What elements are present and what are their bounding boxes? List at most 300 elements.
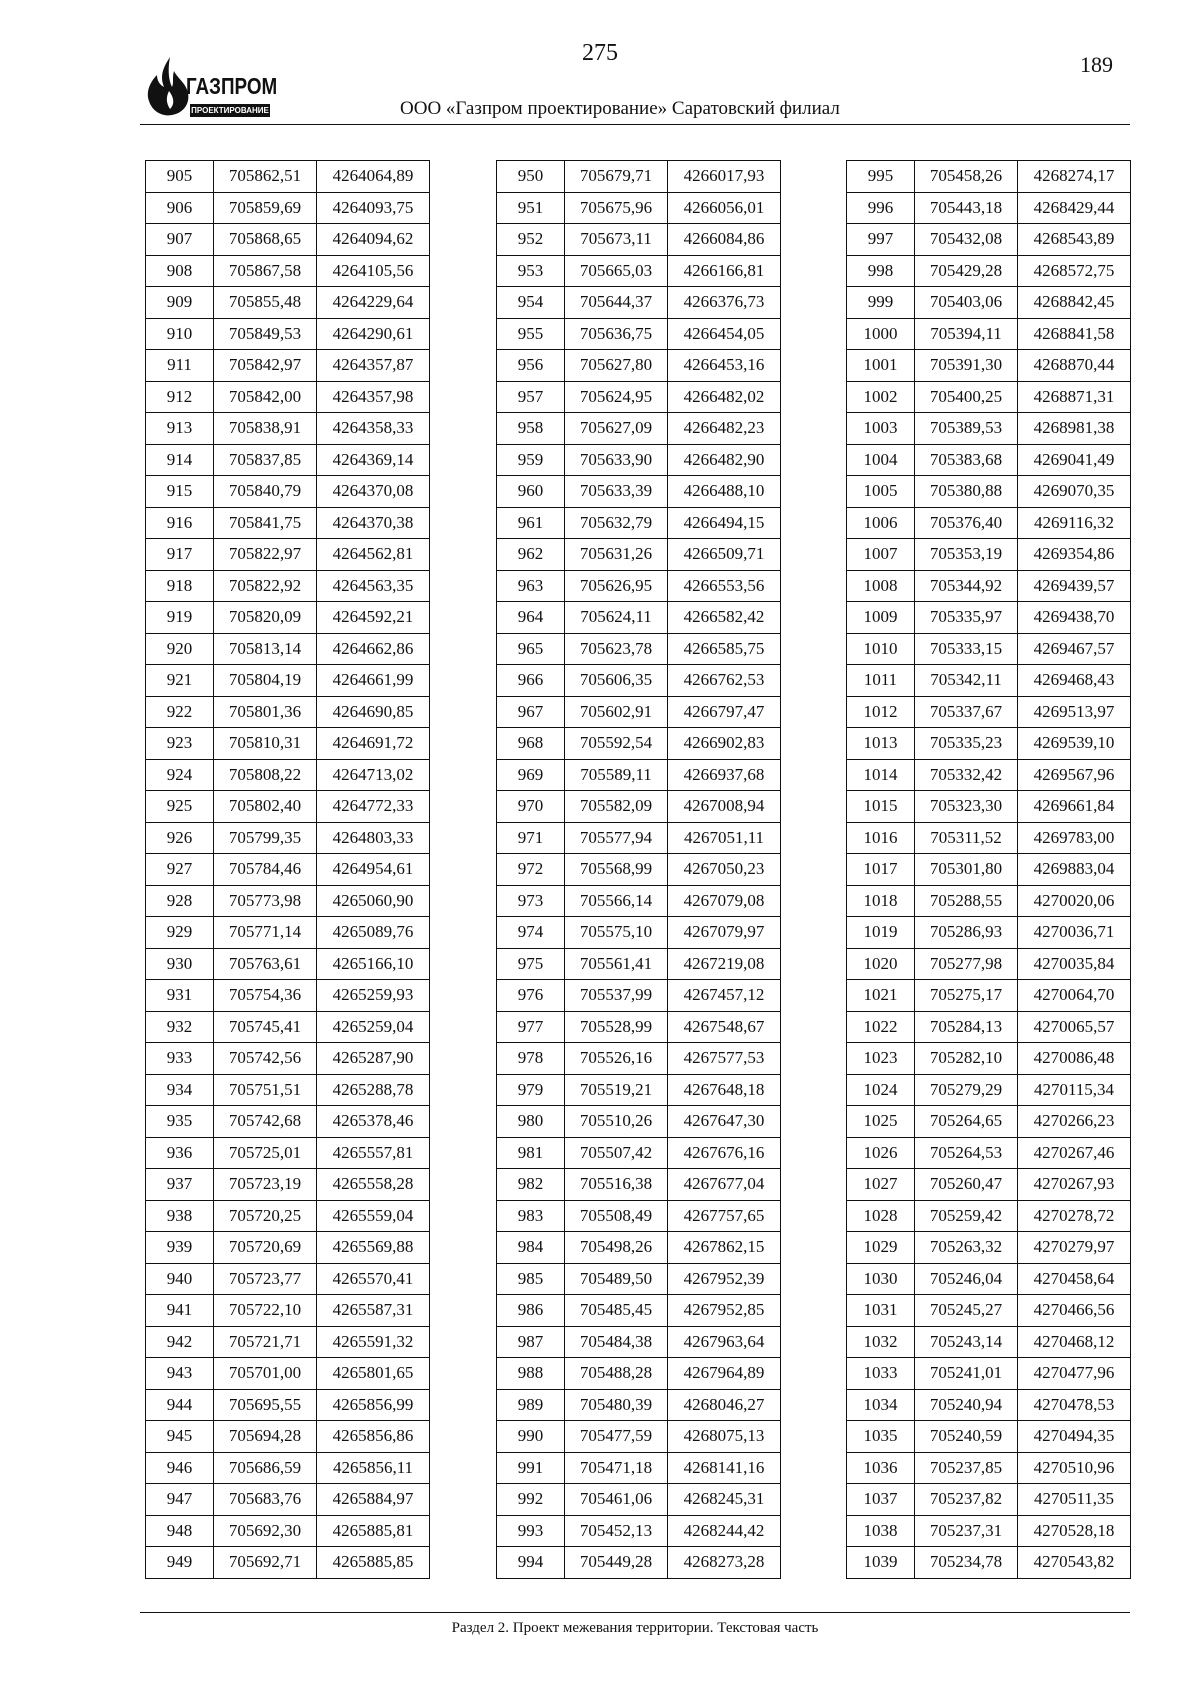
y-coordinate-cell: 4268244,42 [668, 1515, 781, 1547]
x-coordinate-cell: 705722,10 [214, 1295, 317, 1327]
y-coordinate-cell: 4264357,87 [317, 350, 430, 382]
coordinates-table-3 [846, 160, 1131, 1579]
y-coordinate-cell: 4264358,33 [317, 413, 430, 445]
x-coordinate-cell: 705237,85 [915, 1452, 1018, 1484]
point-number-cell: 964 [497, 602, 565, 634]
point-number-cell: 926 [146, 822, 214, 854]
x-coordinate-cell: 705237,82 [915, 1484, 1018, 1516]
x-coordinate-cell: 705742,68 [214, 1106, 317, 1138]
y-coordinate-cell: 4265287,90 [317, 1043, 430, 1075]
point-number-cell: 991 [497, 1452, 565, 1484]
point-number-cell: 963 [497, 570, 565, 602]
point-number-cell: 988 [497, 1358, 565, 1390]
point-number-cell: 947 [146, 1484, 214, 1516]
y-coordinate-cell: 4268141,16 [668, 1452, 781, 1484]
table-row [847, 1169, 1131, 1201]
table-row [497, 1326, 781, 1358]
point-number-cell: 1025 [847, 1106, 915, 1138]
table-row [497, 791, 781, 823]
x-coordinate-cell: 705813,14 [214, 633, 317, 665]
point-number-cell: 975 [497, 948, 565, 980]
y-coordinate-cell: 4266453,16 [668, 350, 781, 382]
table-row [847, 759, 1131, 791]
x-coordinate-cell: 705380,88 [915, 476, 1018, 508]
point-number-cell: 1005 [847, 476, 915, 508]
page-number-right: 189 [1080, 52, 1113, 77]
point-number-cell: 1023 [847, 1043, 915, 1075]
x-coordinate-cell: 705627,80 [565, 350, 668, 382]
x-coordinate-cell: 705286,93 [915, 917, 1018, 949]
x-coordinate-cell: 705264,53 [915, 1137, 1018, 1169]
point-number-cell: 996 [847, 192, 915, 224]
x-coordinate-cell: 705568,99 [565, 854, 668, 886]
y-coordinate-cell: 4264105,56 [317, 255, 430, 287]
x-coordinate-cell: 705566,14 [565, 885, 668, 917]
y-coordinate-cell: 4270468,12 [1018, 1326, 1131, 1358]
point-number-cell: 960 [497, 476, 565, 508]
point-number-cell: 1004 [847, 444, 915, 476]
table-row [146, 1295, 430, 1327]
x-coordinate-cell: 705868,65 [214, 224, 317, 256]
x-coordinate-cell: 705279,29 [915, 1074, 1018, 1106]
y-coordinate-cell: 4269883,04 [1018, 854, 1131, 886]
point-number-cell: 970 [497, 791, 565, 823]
x-coordinate-cell: 705862,51 [214, 161, 317, 193]
point-number-cell: 1027 [847, 1169, 915, 1201]
table-row [497, 1106, 781, 1138]
point-number-cell: 942 [146, 1326, 214, 1358]
table-row [847, 633, 1131, 665]
x-coordinate-cell: 705508,49 [565, 1200, 668, 1232]
y-coordinate-cell: 4266509,71 [668, 539, 781, 571]
x-coordinate-cell: 705489,50 [565, 1263, 668, 1295]
table-row [146, 696, 430, 728]
point-number-cell: 928 [146, 885, 214, 917]
x-coordinate-cell: 705694,28 [214, 1421, 317, 1453]
x-coordinate-cell: 705394,11 [915, 318, 1018, 350]
table-row [146, 1326, 430, 1358]
point-number-cell: 913 [146, 413, 214, 445]
point-number-cell: 921 [146, 665, 214, 697]
x-coordinate-cell: 705516,38 [565, 1169, 668, 1201]
y-coordinate-cell: 4265884,97 [317, 1484, 430, 1516]
table-row [146, 1547, 430, 1579]
table-row [847, 1295, 1131, 1327]
x-coordinate-cell: 705808,22 [214, 759, 317, 791]
y-coordinate-cell: 4264690,85 [317, 696, 430, 728]
point-number-cell: 972 [497, 854, 565, 886]
y-coordinate-cell: 4265885,81 [317, 1515, 430, 1547]
x-coordinate-cell: 705275,17 [915, 980, 1018, 1012]
table-row [847, 1137, 1131, 1169]
table-row [146, 1169, 430, 1201]
y-coordinate-cell: 4270528,18 [1018, 1515, 1131, 1547]
x-coordinate-cell: 705519,21 [565, 1074, 668, 1106]
x-coordinate-cell: 705723,19 [214, 1169, 317, 1201]
table-row [847, 602, 1131, 634]
y-coordinate-cell: 4270494,35 [1018, 1421, 1131, 1453]
table-row [497, 602, 781, 634]
x-coordinate-cell: 705751,51 [214, 1074, 317, 1106]
point-number-cell: 1031 [847, 1295, 915, 1327]
table-row [497, 759, 781, 791]
table-row [847, 1452, 1131, 1484]
point-number-cell: 986 [497, 1295, 565, 1327]
point-number-cell: 997 [847, 224, 915, 256]
y-coordinate-cell: 4264229,64 [317, 287, 430, 319]
y-coordinate-cell: 4270510,96 [1018, 1452, 1131, 1484]
y-coordinate-cell: 4270065,57 [1018, 1011, 1131, 1043]
y-coordinate-cell: 4267457,12 [668, 980, 781, 1012]
x-coordinate-cell: 705311,52 [915, 822, 1018, 854]
point-number-cell: 1015 [847, 791, 915, 823]
x-coordinate-cell: 705458,26 [915, 161, 1018, 193]
y-coordinate-cell: 4264562,81 [317, 539, 430, 571]
x-coordinate-cell: 705602,91 [565, 696, 668, 728]
y-coordinate-cell: 4265060,90 [317, 885, 430, 917]
table-row [847, 1547, 1131, 1579]
y-coordinate-cell: 4267548,67 [668, 1011, 781, 1043]
y-coordinate-cell: 4264691,72 [317, 728, 430, 760]
y-coordinate-cell: 4268543,89 [1018, 224, 1131, 256]
x-coordinate-cell: 705644,37 [565, 287, 668, 319]
y-coordinate-cell: 4268842,45 [1018, 287, 1131, 319]
point-number-cell: 1018 [847, 885, 915, 917]
point-number-cell: 998 [847, 255, 915, 287]
x-coordinate-cell: 705282,10 [915, 1043, 1018, 1075]
footer-rule [140, 1612, 1130, 1613]
x-coordinate-cell: 705804,19 [214, 665, 317, 697]
point-number-cell: 995 [847, 161, 915, 193]
table-row [497, 854, 781, 886]
table-row [847, 444, 1131, 476]
x-coordinate-cell: 705245,27 [915, 1295, 1018, 1327]
point-number-cell: 918 [146, 570, 214, 602]
x-coordinate-cell: 705632,79 [565, 507, 668, 539]
y-coordinate-cell: 4269661,84 [1018, 791, 1131, 823]
x-coordinate-cell: 705277,98 [915, 948, 1018, 980]
y-coordinate-cell: 4268870,44 [1018, 350, 1131, 382]
x-coordinate-cell: 705763,61 [214, 948, 317, 980]
point-number-cell: 973 [497, 885, 565, 917]
y-coordinate-cell: 4267677,04 [668, 1169, 781, 1201]
x-coordinate-cell: 705686,59 [214, 1452, 317, 1484]
point-number-cell: 914 [146, 444, 214, 476]
y-coordinate-cell: 4267219,08 [668, 948, 781, 980]
point-number-cell: 943 [146, 1358, 214, 1390]
table-row [847, 1358, 1131, 1390]
x-coordinate-cell: 705484,38 [565, 1326, 668, 1358]
table-row [847, 255, 1131, 287]
point-number-cell: 1013 [847, 728, 915, 760]
x-coordinate-cell: 705507,42 [565, 1137, 668, 1169]
point-number-cell: 1003 [847, 413, 915, 445]
table-row [847, 318, 1131, 350]
x-coordinate-cell: 705301,80 [915, 854, 1018, 886]
table-row [497, 1389, 781, 1421]
table-row [847, 539, 1131, 571]
x-coordinate-cell: 705429,28 [915, 255, 1018, 287]
page-number-top: 275 [582, 40, 618, 66]
x-coordinate-cell: 705589,11 [565, 759, 668, 791]
point-number-cell: 912 [146, 381, 214, 413]
x-coordinate-cell: 705633,90 [565, 444, 668, 476]
x-coordinate-cell: 705626,95 [565, 570, 668, 602]
y-coordinate-cell: 4269467,57 [1018, 633, 1131, 665]
y-coordinate-cell: 4265259,04 [317, 1011, 430, 1043]
x-coordinate-cell: 705695,55 [214, 1389, 317, 1421]
point-number-cell: 958 [497, 413, 565, 445]
y-coordinate-cell: 4267079,08 [668, 885, 781, 917]
point-number-cell: 1021 [847, 980, 915, 1012]
y-coordinate-cell: 4266553,56 [668, 570, 781, 602]
point-number-cell: 961 [497, 507, 565, 539]
point-number-cell: 979 [497, 1074, 565, 1106]
x-coordinate-cell: 705471,18 [565, 1452, 668, 1484]
x-coordinate-cell: 705675,96 [565, 192, 668, 224]
table-row [497, 1295, 781, 1327]
y-coordinate-cell: 4265378,46 [317, 1106, 430, 1138]
x-coordinate-cell: 705400,25 [915, 381, 1018, 413]
point-number-cell: 950 [497, 161, 565, 193]
y-coordinate-cell: 4270115,34 [1018, 1074, 1131, 1106]
y-coordinate-cell: 4270086,48 [1018, 1043, 1131, 1075]
y-coordinate-cell: 4268046,27 [668, 1389, 781, 1421]
table-row [497, 948, 781, 980]
point-number-cell: 955 [497, 318, 565, 350]
point-number-cell: 954 [497, 287, 565, 319]
x-coordinate-cell: 705841,75 [214, 507, 317, 539]
table-row [146, 350, 430, 382]
table-row [497, 1232, 781, 1264]
x-coordinate-cell: 705742,56 [214, 1043, 317, 1075]
x-coordinate-cell: 705288,55 [915, 885, 1018, 917]
x-coordinate-cell: 705683,76 [214, 1484, 317, 1516]
y-coordinate-cell: 4270279,97 [1018, 1232, 1131, 1264]
y-coordinate-cell: 4267648,18 [668, 1074, 781, 1106]
table-row [146, 255, 430, 287]
point-number-cell: 1032 [847, 1326, 915, 1358]
x-coordinate-cell: 705633,39 [565, 476, 668, 508]
table-row [146, 728, 430, 760]
point-number-cell: 932 [146, 1011, 214, 1043]
x-coordinate-cell: 705389,53 [915, 413, 1018, 445]
table-row [146, 854, 430, 886]
table-row [847, 791, 1131, 823]
point-number-cell: 930 [146, 948, 214, 980]
x-coordinate-cell: 705624,11 [565, 602, 668, 634]
y-coordinate-cell: 4264064,89 [317, 161, 430, 193]
table-row [146, 318, 430, 350]
table-row [146, 1137, 430, 1169]
y-coordinate-cell: 4269468,43 [1018, 665, 1131, 697]
x-coordinate-cell: 705771,14 [214, 917, 317, 949]
point-number-cell: 966 [497, 665, 565, 697]
point-number-cell: 989 [497, 1389, 565, 1421]
point-number-cell: 907 [146, 224, 214, 256]
table-row [847, 1515, 1131, 1547]
x-coordinate-cell: 705323,30 [915, 791, 1018, 823]
point-number-cell: 953 [497, 255, 565, 287]
table-row [847, 476, 1131, 508]
point-number-cell: 946 [146, 1452, 214, 1484]
x-coordinate-cell: 705403,06 [915, 287, 1018, 319]
point-number-cell: 925 [146, 791, 214, 823]
x-coordinate-cell: 705799,35 [214, 822, 317, 854]
table-row [497, 1263, 781, 1295]
y-coordinate-cell: 4270036,71 [1018, 917, 1131, 949]
point-number-cell: 906 [146, 192, 214, 224]
point-number-cell: 938 [146, 1200, 214, 1232]
point-number-cell: 980 [497, 1106, 565, 1138]
y-coordinate-cell: 4264370,38 [317, 507, 430, 539]
point-number-cell: 985 [497, 1263, 565, 1295]
point-number-cell: 1008 [847, 570, 915, 602]
y-coordinate-cell: 4269116,32 [1018, 507, 1131, 539]
y-coordinate-cell: 4265591,32 [317, 1326, 430, 1358]
y-coordinate-cell: 4266902,83 [668, 728, 781, 760]
point-number-cell: 917 [146, 539, 214, 571]
table-row [146, 1043, 430, 1075]
y-coordinate-cell: 4266017,93 [668, 161, 781, 193]
table-row [146, 602, 430, 634]
table-row [497, 980, 781, 1012]
point-number-cell: 935 [146, 1106, 214, 1138]
table-row [146, 633, 430, 665]
point-number-cell: 981 [497, 1137, 565, 1169]
table-row [497, 1137, 781, 1169]
table-row [497, 1200, 781, 1232]
point-number-cell: 983 [497, 1200, 565, 1232]
x-coordinate-cell: 705575,10 [565, 917, 668, 949]
point-number-cell: 1024 [847, 1074, 915, 1106]
table-row [146, 1011, 430, 1043]
point-number-cell: 933 [146, 1043, 214, 1075]
y-coordinate-cell: 4264772,33 [317, 791, 430, 823]
x-coordinate-cell: 705849,53 [214, 318, 317, 350]
x-coordinate-cell: 705623,78 [565, 633, 668, 665]
x-coordinate-cell: 705867,58 [214, 255, 317, 287]
y-coordinate-cell: 4266482,90 [668, 444, 781, 476]
table-row [146, 980, 430, 1012]
table-row [146, 948, 430, 980]
x-coordinate-cell: 705592,54 [565, 728, 668, 760]
y-coordinate-cell: 4264563,35 [317, 570, 430, 602]
table-row [847, 917, 1131, 949]
table-row [847, 728, 1131, 760]
x-coordinate-cell: 705335,23 [915, 728, 1018, 760]
point-number-cell: 939 [146, 1232, 214, 1264]
x-coordinate-cell: 705665,03 [565, 255, 668, 287]
x-coordinate-cell: 705526,16 [565, 1043, 668, 1075]
table-row [847, 1421, 1131, 1453]
x-coordinate-cell: 705240,94 [915, 1389, 1018, 1421]
x-coordinate-cell: 705333,15 [915, 633, 1018, 665]
x-coordinate-cell: 705485,45 [565, 1295, 668, 1327]
table-row [847, 507, 1131, 539]
logo-wordmark: ГАЗПРОМ [186, 73, 278, 99]
table-row [847, 854, 1131, 886]
y-coordinate-cell: 4266454,05 [668, 318, 781, 350]
table-row [497, 413, 781, 445]
table-row [146, 1358, 430, 1390]
point-number-cell: 920 [146, 633, 214, 665]
point-number-cell: 936 [146, 1137, 214, 1169]
table-row [497, 350, 781, 382]
table-row [497, 885, 781, 917]
y-coordinate-cell: 4265587,31 [317, 1295, 430, 1327]
table-row [146, 1232, 430, 1264]
point-number-cell: 974 [497, 917, 565, 949]
point-number-cell: 908 [146, 255, 214, 287]
y-coordinate-cell: 4266585,75 [668, 633, 781, 665]
y-coordinate-cell: 4269041,49 [1018, 444, 1131, 476]
x-coordinate-cell: 705577,94 [565, 822, 668, 854]
logo-subtext: ПРОЕКТИРОВАНИЕ [191, 106, 269, 115]
table-row [146, 444, 430, 476]
point-number-cell: 956 [497, 350, 565, 382]
y-coordinate-cell: 4265259,93 [317, 980, 430, 1012]
y-coordinate-cell: 4267050,23 [668, 854, 781, 886]
table-row [497, 287, 781, 319]
table-row [146, 570, 430, 602]
table-row [497, 381, 781, 413]
point-number-cell: 1020 [847, 948, 915, 980]
y-coordinate-cell: 4270035,84 [1018, 948, 1131, 980]
y-coordinate-cell: 4265559,04 [317, 1200, 430, 1232]
table-row [497, 255, 781, 287]
point-number-cell: 945 [146, 1421, 214, 1453]
y-coordinate-cell: 4267952,85 [668, 1295, 781, 1327]
x-coordinate-cell: 705636,75 [565, 318, 668, 350]
y-coordinate-cell: 4264094,62 [317, 224, 430, 256]
y-coordinate-cell: 4268981,38 [1018, 413, 1131, 445]
y-coordinate-cell: 4266482,02 [668, 381, 781, 413]
point-number-cell: 1039 [847, 1547, 915, 1579]
y-coordinate-cell: 4267757,65 [668, 1200, 781, 1232]
table-row [146, 539, 430, 571]
point-number-cell: 927 [146, 854, 214, 886]
point-number-cell: 994 [497, 1547, 565, 1579]
table-row [497, 1043, 781, 1075]
point-number-cell: 1034 [847, 1389, 915, 1421]
x-coordinate-cell: 705723,77 [214, 1263, 317, 1295]
table-row [847, 980, 1131, 1012]
y-coordinate-cell: 4268075,13 [668, 1421, 781, 1453]
table-row [146, 1106, 430, 1138]
point-number-cell: 909 [146, 287, 214, 319]
table-row [146, 1484, 430, 1516]
table-row [847, 1200, 1131, 1232]
y-coordinate-cell: 4268841,58 [1018, 318, 1131, 350]
point-number-cell: 1033 [847, 1358, 915, 1390]
table-row [146, 192, 430, 224]
y-coordinate-cell: 4266488,10 [668, 476, 781, 508]
y-coordinate-cell: 4264357,98 [317, 381, 430, 413]
table-row [497, 161, 781, 193]
y-coordinate-cell: 4265856,11 [317, 1452, 430, 1484]
x-coordinate-cell: 705692,30 [214, 1515, 317, 1547]
y-coordinate-cell: 4267079,97 [668, 917, 781, 949]
y-coordinate-cell: 4270478,53 [1018, 1389, 1131, 1421]
point-number-cell: 1009 [847, 602, 915, 634]
point-number-cell: 905 [146, 161, 214, 193]
table-row [847, 413, 1131, 445]
y-coordinate-cell: 4266056,01 [668, 192, 781, 224]
y-coordinate-cell: 4269567,96 [1018, 759, 1131, 791]
x-coordinate-cell: 705246,04 [915, 1263, 1018, 1295]
y-coordinate-cell: 4269439,57 [1018, 570, 1131, 602]
